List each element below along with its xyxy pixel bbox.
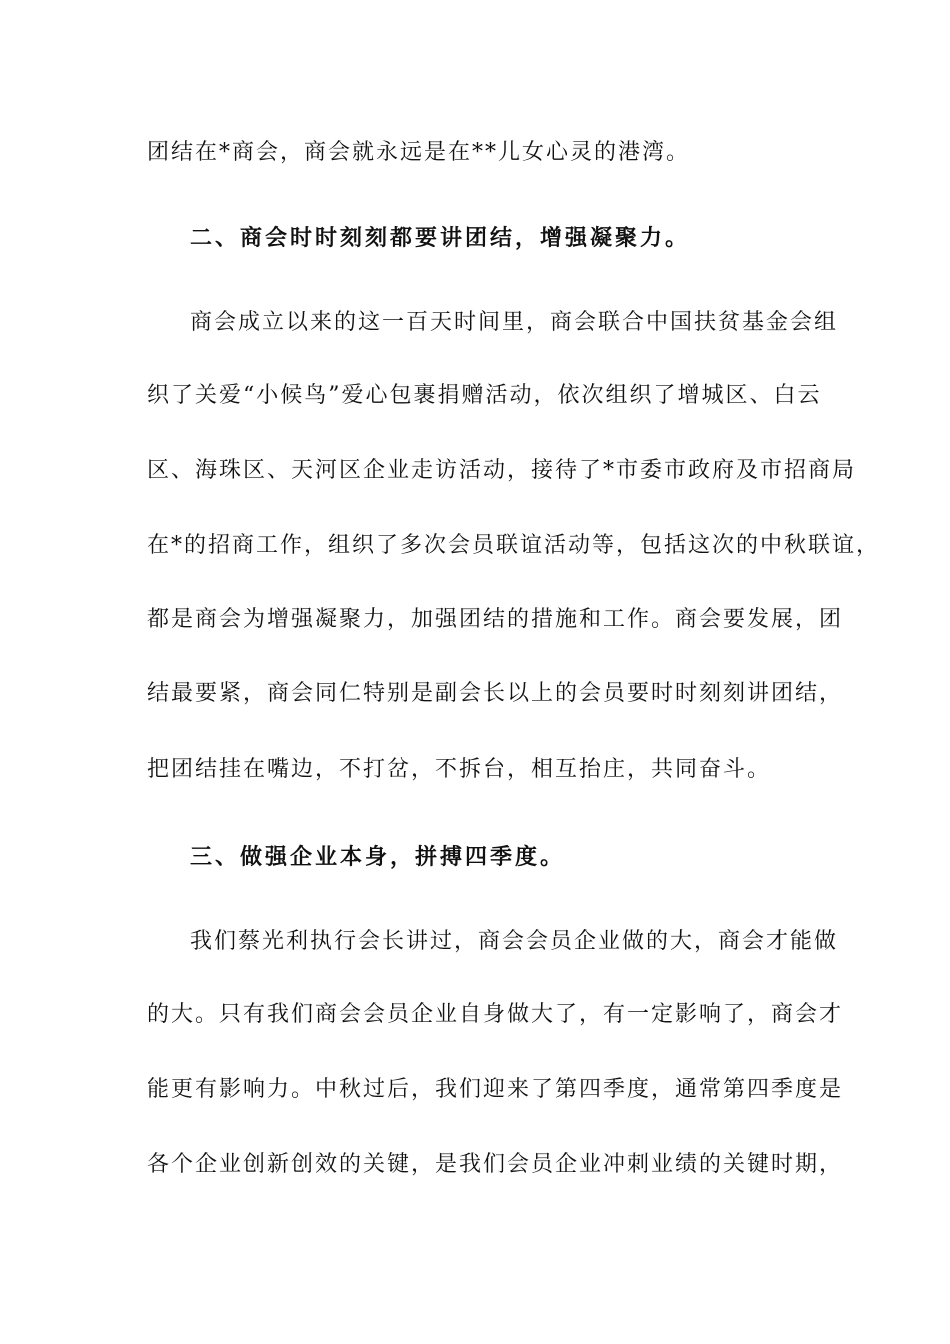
section-heading: 三、做强企业本身，拼搏四季度。 (190, 845, 566, 870)
paragraph-line: 区、海珠区、天河区企业走访活动，接待了*市委市政府及市招商局 (147, 458, 857, 483)
paragraph-line: 把团结挂在嘴边，不打岔，不拆台，相互抬庄，共同奋斗。 (147, 757, 772, 782)
paragraph-line: 各个企业创新创效的关键，是我们会员企业冲刺业绩的关键时期， (147, 1152, 844, 1177)
paragraph-line: 结最要紧，商会同仁特别是副会长以上的会员要时时刻刻讲团结， (147, 681, 844, 706)
paragraph-line: 在*的招商工作，组织了多次会员联谊活动等，包括这次的中秋联谊， (147, 533, 881, 558)
paragraph-line: 能更有影响力。中秋过后，我们迎来了第四季度，通常第四季度是 (147, 1077, 844, 1102)
paragraph-line: 的大。只有我们商会会员企业自身做大了，有一定影响了，商会才 (147, 1002, 844, 1027)
paragraph-line: 我们蔡光利执行会长讲过，商会会员企业做的大，商会才能做 (190, 929, 839, 954)
paragraph-line: 团结在*商会，商会就永远是在**儿女心灵的港湾。 (147, 140, 691, 165)
paragraph-line: 都是商会为增强凝聚力，加强团结的措施和工作。商会要发展，团 (147, 607, 844, 632)
section-heading: 二、商会时时刻刻都要讲团结，增强凝聚力。 (190, 226, 691, 251)
paragraph-line: 织了关爱“小候鸟”爱心包裹捐赠活动，依次组织了增城区、白云 (147, 383, 822, 408)
paragraph-line: 商会成立以来的这一百天时间里，商会联合中国扶贫基金会组 (190, 310, 839, 335)
